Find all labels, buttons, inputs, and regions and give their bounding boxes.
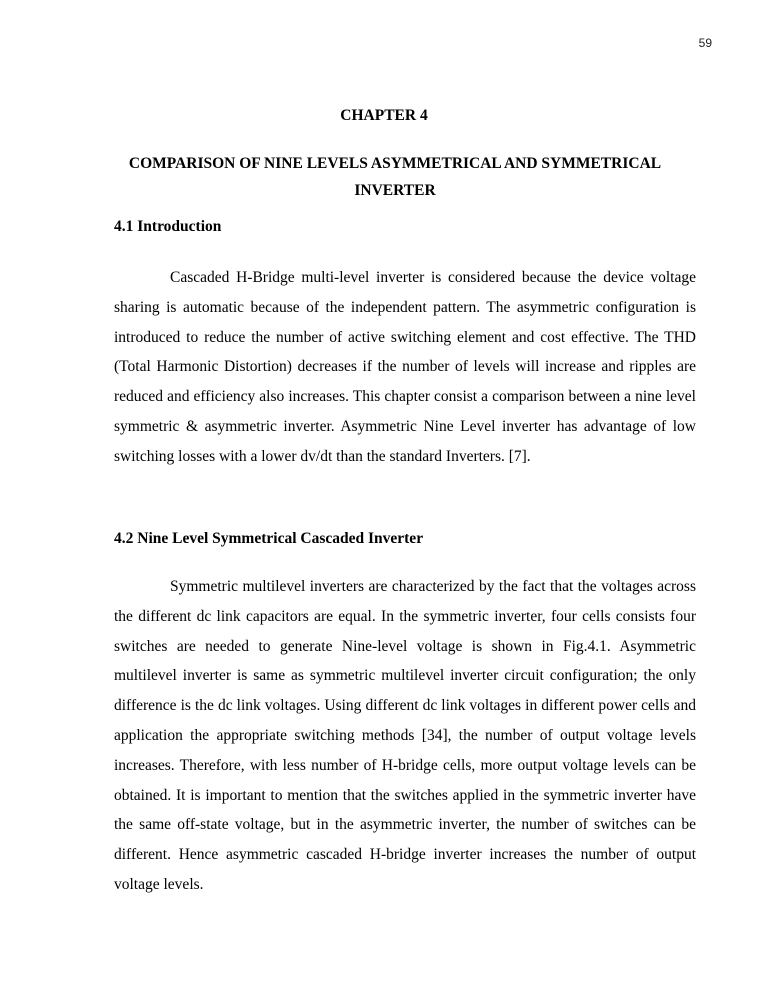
chapter-label: CHAPTER 4: [340, 107, 428, 124]
symmetrical-inverter-paragraph: Symmetric multilevel inverters are characterized by the fact that the voltages across the different dc link capacitors are equal. In the symmetric inverter, four cells consists four switches are needed to generate Nine-level voltage is shown in Fig.4.1. Asymmetric multilevel inverter is same as symmetric multilevel inverter circuit configuration; the only difference is the dc link voltages. Using different dc link voltages in different power cells and application the appropriate switching methods [34], the number of output voltage levels increases. Therefore, with less number of H-bridge cells, more output voltage levels can be obtained. It is important to mention that the switches applied in the symmetric inverter have the same off-state voltage, but in the asymmetric inverter, the number of switches can be different. Hence asymmetric cascaded H-bridge inverter increases the number of output voltage levels.: [114, 578, 696, 893]
page-number: 59: [698, 36, 712, 50]
section-heading-introduction: 4.1 Introduction: [114, 218, 222, 235]
section-heading-symmetrical-inverter: 4.2 Nine Level Symmetrical Cascaded Inverter: [114, 530, 424, 547]
chapter-title: COMPARISON OF NINE LEVELS ASYMMETRICAL AND SYMMETRICAL INVERTER: [128, 155, 662, 199]
introduction-paragraph: Cascaded H-Bridge multi-level inverter is considered because the device voltage sharing is automatic because of the independent pattern. The asymmetric configuration is introduced to reduce the number of active switching element and cost effective. The THD (Total Harmonic Distortion) decreases if the number of levels will increase and ripples are reduced and efficiency also increases. This chapter consist a comparison between a nine level symmetric & asymmetric inverter. Asymmetric Nine Level inverter has advantage of low switching losses with a lower dv/dt than the standard Inverters. [7].: [114, 269, 696, 465]
